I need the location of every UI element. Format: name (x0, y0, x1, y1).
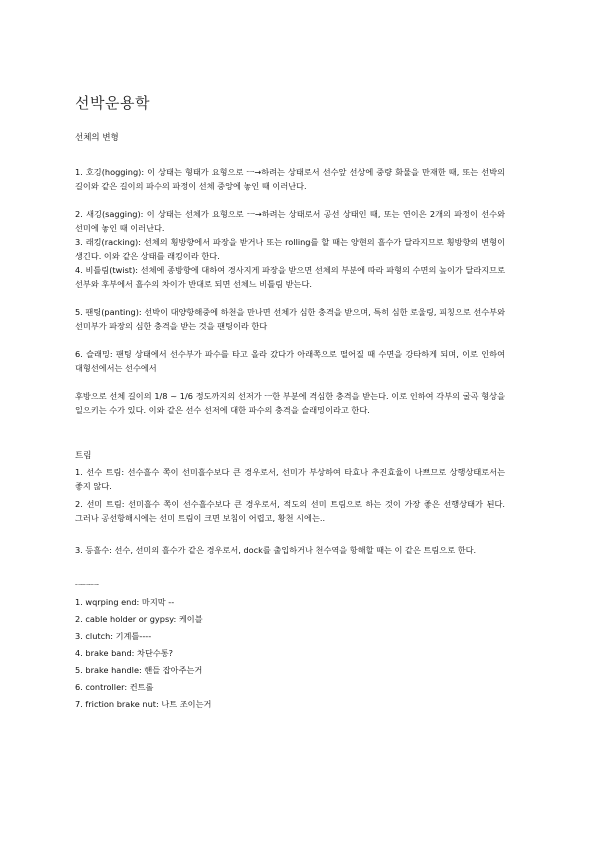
paragraph-bow-trim: 1. 선수 트림: 선수흘수 쪽이 선미흘수보다 큰 경우로서, 선미가 부상하여 타효나 추진효율이 나쁘므로 상행상태로서는 좋지 않다. (75, 467, 505, 491)
glossary-item: 6. controller: 컨트롤 (75, 682, 154, 692)
glossary-item: 5. brake handle: 핸들 잡아주는거 (75, 665, 203, 675)
glossary-item: 3. clutch: 기계틀---- (75, 631, 152, 641)
glossary-item: 1. wqrping end: 마지막 -- (75, 597, 175, 607)
paragraph-racking: 3. 래킹(racking): 선체의 횡방향에서 파장을 받거나 또는 rolling를 할 때는 양현의 흘수가 달라지므로 횡방향의 변형이 생긴다. 이와 같은 상태를 래킹이라 한다. (75, 237, 505, 261)
paragraph-twist: 4. 비틀림(twist): 선체에 종방향에 대하여 경사지게 파장을 받으면 선체의 부분에 따라 파형의 수면의 높이가 달라지므로 선부와 후부에서 흘수의 차이가 반대로 되면 선체느 비틀림 받는다. (75, 265, 505, 289)
glossary-item: 2. cable holder or gypsy: 케이블 (75, 614, 203, 624)
paragraph-stern-trim: 2. 선미 트림: 선미흘수 쪽이 선수흘수보다 큰 경우로서, 적도의 선미 트림으로 하는 것이 가장 좋은 선행상태가 된다. 그러나 공선항해시에는 선미 트림이 크면 보침이 어렵고, 황천 시에는.. (75, 499, 505, 523)
paragraph-slamming-continued: 후방으로 선체 길이의 1/8 ~ 1/6 정도까지의 선저가 ㅡ한 부분에 격심한 충격을 받는다. 이로 인하여 각부의 굴곡 형상을 일으키는 수가 있다. 이와 같은 선수 선저에 대한 파수의 충격을 슬래밍이라고 한다. (75, 391, 505, 415)
paragraph-slamming: 6. 슬래밍: 팬팅 상태에서 선수부가 파수를 타고 올라 갔다가 아래쪽으로 떨어질 때 수면을 강타하게 되며, 이로 인하여 대형선에서는 선수에서 (75, 349, 505, 373)
section-heading-deformation: 선체의 변형 (75, 133, 119, 143)
paragraph-even-keel: 3. 등흘수: 선수, 선미의 흘수가 같은 경우로서, dock를 출입하거나 천수역을 항해할 때는 이 같은 트림으로 한다. (75, 545, 477, 555)
glossary-item: 7. friction brake nut: 나트 조이는거 (75, 699, 212, 709)
glossary-item: 4. brake band: 차단수통? (75, 648, 174, 658)
paragraph-hogging: 1. 호깅(hogging): 이 상태는 형태가 요형으로 ㅡ→하려는 상태로서 선수앞 선상에 중량 화물을 만재한 때, 또는 선박의 길이와 같은 길이의 파수의 파정이 선체 중앙에 놓인 때 이러난다. (75, 167, 505, 191)
paragraph-sagging: 2. 새깅(sagging): 이 상태는 선체가 요형으로 ㅡ→하려는 상태로서 공선 상태인 때, 또는 연이은 2개의 파정이 선수와 선미에 놓인 때 이러난다. (75, 209, 505, 233)
paragraph-panting: 5. 팬팅(panting): 선박이 대양항해중에 하천을 만나면 선체가 심한 충격을 받으며, 특히 심한 로울링, 피칭으로 선수부와 선미부가 파장의 심한 충격을 받는 것을 팬팅이라 한다 (75, 307, 505, 331)
divider-line: ㅡㅡㅡ (75, 580, 99, 590)
section-heading-trim: 트림 (75, 451, 92, 461)
document-title: 선박운용학 (75, 94, 150, 112)
